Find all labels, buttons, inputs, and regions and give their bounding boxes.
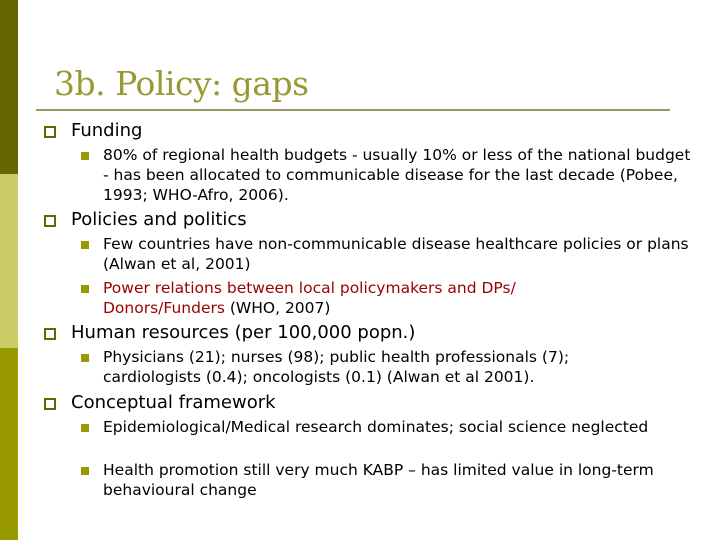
heading-policies: Policies and politics [71, 209, 247, 230]
decorative-strip-bottom [0, 348, 18, 540]
square-bullet-icon [44, 398, 56, 410]
citation: (WHO, 2007) [224, 299, 331, 317]
funding-item: 80% of regional health budgets - usually 10% or less of the national budget - has been allocated to communicable disease for the last decade (Pobee, 1993; WHO-Afro, 2006). [103, 146, 691, 204]
square-bullet-icon [44, 215, 56, 227]
heading-conceptual: Conceptual framework [71, 392, 276, 413]
slide-title: 3b. Policy: gaps [54, 64, 309, 103]
bullet-icon [81, 424, 89, 432]
highlighted-text: Power relations between local policymakers and DPs/ Donors/Funders [103, 279, 516, 317]
policies-item-1: Few countries have non-communicable disease healthcare policies or plans (Alwan et al, 2001) [103, 235, 689, 273]
decorative-strip-top [0, 0, 18, 174]
bullet-icon [81, 241, 89, 249]
policies-item-2 [103, 278, 603, 318]
square-bullet-icon [44, 328, 56, 340]
decorative-strip-middle [0, 174, 18, 348]
bullet-icon [81, 467, 89, 475]
bullet-icon [81, 354, 89, 362]
conceptual-item-1: Epidemiological/Medical research dominates; social science neglected [103, 418, 649, 436]
square-bullet-icon [44, 126, 56, 138]
heading-funding: Funding [71, 120, 143, 141]
heading-human-resources: Human resources (per 100,000 popn.) [71, 322, 416, 343]
bullet-icon [81, 285, 89, 293]
conceptual-item-2: Health promotion still very much KABP – has limited value in long-term behavioural change [103, 461, 654, 499]
bullet-icon [81, 152, 89, 160]
title-underline [36, 109, 670, 111]
human-resources-item: Physicians (21); nurses (98); public health professionals (7); cardiologists (0.4); oncologists (0.1) (Alwan et al 2001). [103, 348, 570, 386]
